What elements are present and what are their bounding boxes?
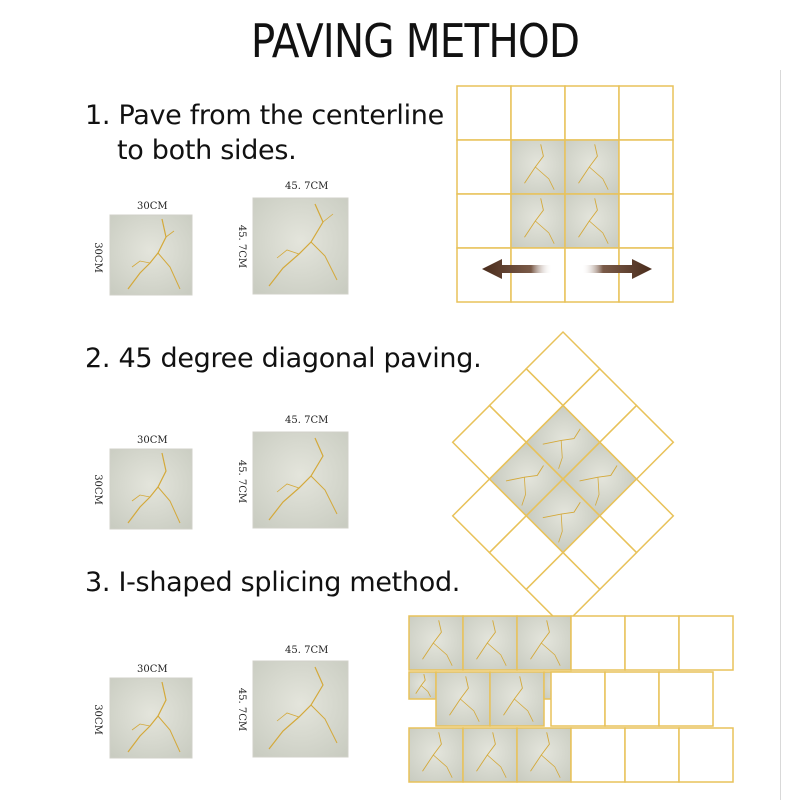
marble-tile [409,616,463,670]
marble-tile [511,140,565,194]
section-1-heading-line2: to both sides. [117,135,297,166]
section-1-centerline-diagram [456,85,674,305]
empty-tile [605,672,659,726]
marble-tile [565,194,619,248]
marble-tile [409,728,463,782]
section-3-heading [85,567,460,598]
section-2-large-height-label: 45. 7CM [236,459,248,504]
marble-tile [409,672,436,699]
section-1-small-tile-sample [110,215,192,295]
section-3-heading-line1: 3. I-shaped splicing method. [85,567,461,598]
section-3-large-tile-sample [253,661,348,757]
empty-tile [619,194,673,248]
empty-tile [625,616,679,670]
section-2-heading-line1: 2. 45 degree diagonal paving. [85,343,482,374]
section-3-small-width-label: 30CM [137,664,168,675]
marble-tile [517,728,571,782]
marble-tile [517,616,571,670]
empty-tile [571,616,625,670]
empty-tile [659,672,713,726]
section-2-large-width-label: 45. 7CM [285,415,329,426]
empty-tile [457,248,511,302]
section-2-small-tile-sample [110,449,192,529]
section-2-small-height-label: 30CM [91,474,103,505]
section-3-i-shaped-diagram [408,615,738,785]
section-1-heading [85,100,444,166]
empty-tile [511,86,565,140]
empty-tile [619,248,673,302]
section-3-small-height-label: 30CM [91,704,103,735]
marble-tile [565,140,619,194]
empty-tile [457,140,511,194]
page-title: PAVING METHOD [250,14,580,68]
empty-tile [551,672,605,726]
empty-tile [571,728,625,782]
section-3-small-tile-sample [110,678,192,758]
empty-tile [565,248,619,302]
empty-tile [457,194,511,248]
empty-tile [619,86,673,140]
section-1-heading-line1: 1. Pave from the centerline [85,100,444,131]
section-1-large-width-label: 45. 7CM [285,181,329,192]
right-edge-line [780,70,781,800]
empty-tile [619,140,673,194]
section-2-heading [85,343,481,374]
empty-tile [565,86,619,140]
empty-tile [511,248,565,302]
empty-tile [679,616,733,670]
marble-tile [463,728,517,782]
empty-tile [457,86,511,140]
section-1-large-tile-sample [253,198,348,294]
marble-tile [463,616,517,670]
section-1-small-width-label: 30CM [137,201,168,212]
marble-tile [511,194,565,248]
empty-tile [679,728,733,782]
section-2-diagonal-diagram [440,328,686,564]
section-2-large-tile-sample [253,432,348,528]
section-1-large-height-label: 45. 7CM [236,224,248,269]
section-1-small-height-label: 30CM [91,242,103,273]
empty-tile [625,728,679,782]
marble-tile [436,672,490,726]
section-2-small-width-label: 30CM [137,435,168,446]
section-3-large-height-label: 45. 7CM [236,687,248,732]
marble-tile [490,672,544,726]
section-3-large-width-label: 45. 7CM [285,645,329,656]
